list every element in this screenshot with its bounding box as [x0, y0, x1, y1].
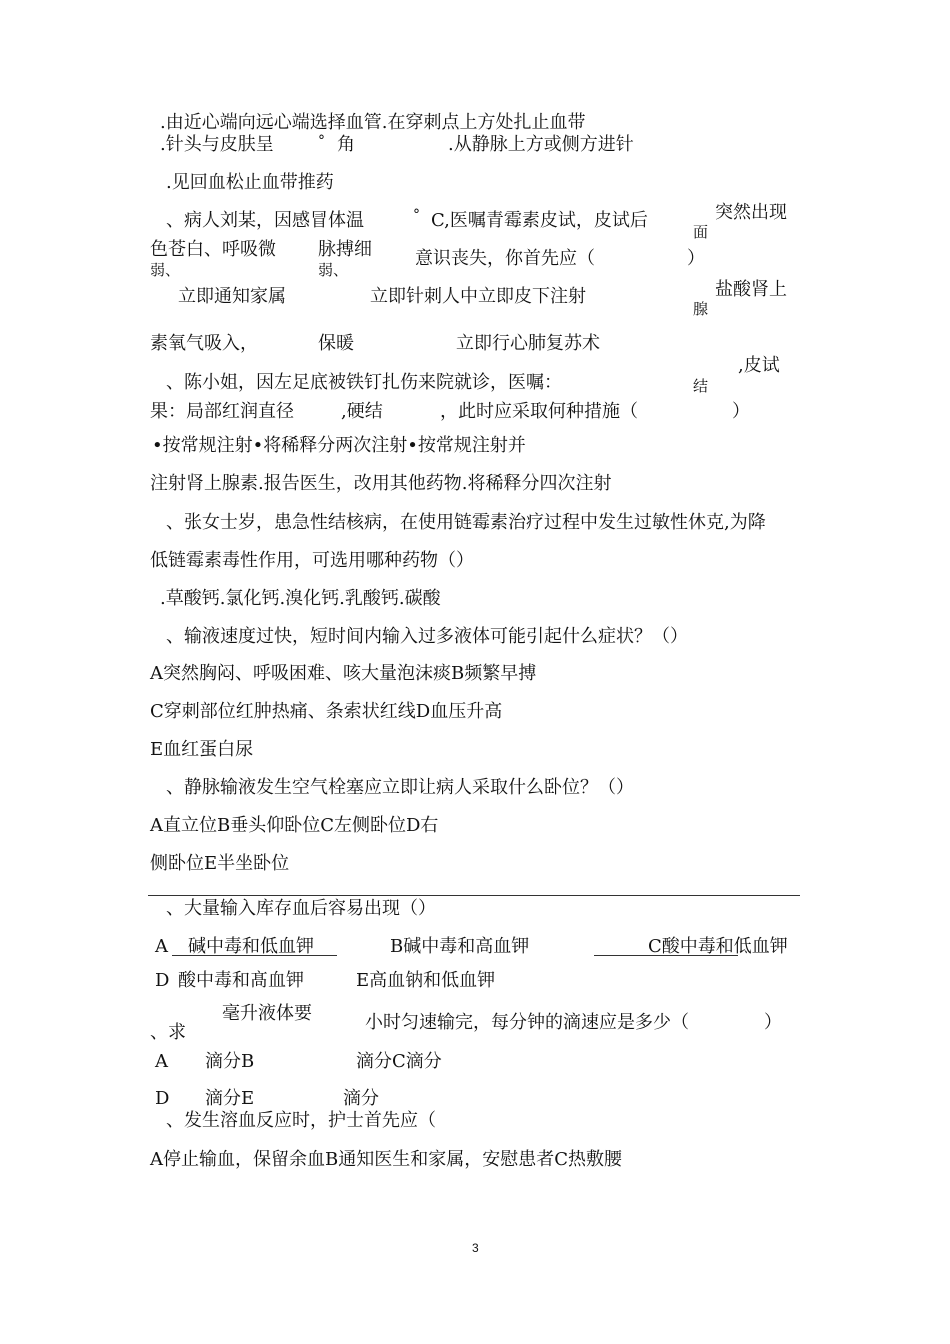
text-line: ,硬结 [341, 401, 383, 422]
text-fragment: 弱、 [318, 261, 349, 279]
option-text: 酸中毒和髙血钾 [178, 970, 304, 991]
text-line: 色苍白、呼吸微 [150, 239, 276, 260]
text-line: 毫升液体要 [222, 1003, 312, 1024]
text-line: 果：局部红润直径 [150, 401, 294, 422]
option-text: 立即行心肺复苏术 [456, 333, 600, 354]
option-label: D [155, 970, 170, 991]
option-text: 立即通知家属 [178, 286, 286, 307]
option-text: 立即针刺人中立即皮下注射 [370, 286, 586, 307]
text-fragment: 腺 [693, 300, 709, 318]
text-line: .由近心端向远心端选择血管.在穿刺点上方处扎止血带 [160, 112, 586, 133]
option-text: 素氧气吸入， [150, 333, 258, 354]
question-text: 、输液速度过快，短时间内输入过多液体可能引起什么症状？（） [166, 626, 688, 647]
underline [172, 955, 337, 956]
option-text: .草酸钙.氯化钙.溴化钙.乳酸钙.碳酸 [160, 588, 441, 609]
option-text: A停止输血，保留余血B通知医生和家属，安慰患者C热敷腰 [150, 1149, 622, 1170]
divider [148, 895, 800, 896]
option-label: A [155, 1051, 168, 1072]
option-text: E血红蛋白尿 [150, 739, 254, 760]
text-fragment: 弱、 [150, 261, 181, 279]
text-line: ） [764, 1012, 782, 1033]
text-line: ） [687, 248, 705, 269]
option-text: C酸中毒和低血钾 [648, 936, 788, 957]
text-fragment: 面 [693, 223, 709, 241]
option-text: 滴分C滴分 [356, 1051, 442, 1072]
option-text: 保暖 [318, 333, 354, 354]
text-fragment: 、求 [150, 1022, 186, 1043]
question-text: 小时匀速输完，每分钟的滴速应是多少（ [365, 1012, 689, 1033]
question-text: 、静脉输液发生空气栓塞应立即让病人采取什么卧位？（） [166, 777, 634, 798]
text-line: 突然出现 [715, 202, 787, 223]
text-line: ） [732, 401, 750, 422]
question-text: 、发生溶血反应时，护士首先应（ [166, 1110, 436, 1131]
option-label: D [155, 1088, 170, 1109]
text-line: ，此时应采取何种措施（ [440, 401, 638, 422]
option-text: 滴分B [205, 1051, 255, 1072]
text-line: 角 [337, 134, 355, 155]
degree-symbol: ° [413, 207, 420, 223]
degree-symbol: ° [318, 133, 325, 149]
option-text: •按常规注射•将稀释分两次注射•按常规注射并 [152, 435, 526, 456]
option-text: C穿刺部位红肿热痛、条索状红线D血压升高 [150, 701, 503, 722]
text-line: .从静脉上方或侧方进针 [448, 134, 634, 155]
option-text: 滴分 [343, 1088, 379, 1109]
underline [594, 955, 738, 956]
option-text: 滴分E [205, 1088, 255, 1109]
option-text: B碱中毒和高血钾 [390, 936, 530, 957]
text-line: 盐酸肾上 [715, 279, 787, 300]
option-text: A直立位B垂头仰卧位C左侧卧位D右 [150, 815, 439, 836]
text-line: ,皮试 [738, 355, 780, 376]
option-text: A突然胸闷、呼吸困难、咳大量泡沫痰B频繁早搏 [150, 663, 537, 684]
text-fragment: 结 [693, 377, 709, 395]
text-line: 低链霉素毒性作用，可选用哪种药物（） [150, 550, 474, 571]
question-text: 、陈小姐，因左足底被铁钉扎伤来院就诊，医嘱： [166, 372, 562, 393]
question-text: 、大量输入库存血后容易出现（） [166, 898, 436, 919]
text-line: 意识丧失，你首先应（ [415, 248, 595, 269]
option-label: A [155, 936, 168, 957]
option-text: 侧卧位E半坐卧位 [150, 853, 290, 874]
text-line: 脉搏细 [318, 239, 372, 260]
question-text: 、张女士岁，患急性结核病，在使用链霉素治疗过程中发生过敏性休克,为降 [166, 512, 766, 533]
page-number: 3 [472, 1241, 479, 1255]
text-line: C,医嘱青霉素皮试，皮试后 [431, 210, 648, 231]
option-text: E高血钠和低血钾 [356, 970, 496, 991]
question-text: 、病人刘某，因感冒体温 [166, 210, 364, 231]
option-text: 碱中毒和低血钾 [188, 936, 314, 957]
option-text: 注射肾上腺素.报告医生，改用其他药物.将稀释分四次注射 [150, 473, 612, 494]
text-line: .见回血松止血带推药 [166, 172, 334, 193]
text-line: .针头与皮肤呈 [160, 134, 274, 155]
